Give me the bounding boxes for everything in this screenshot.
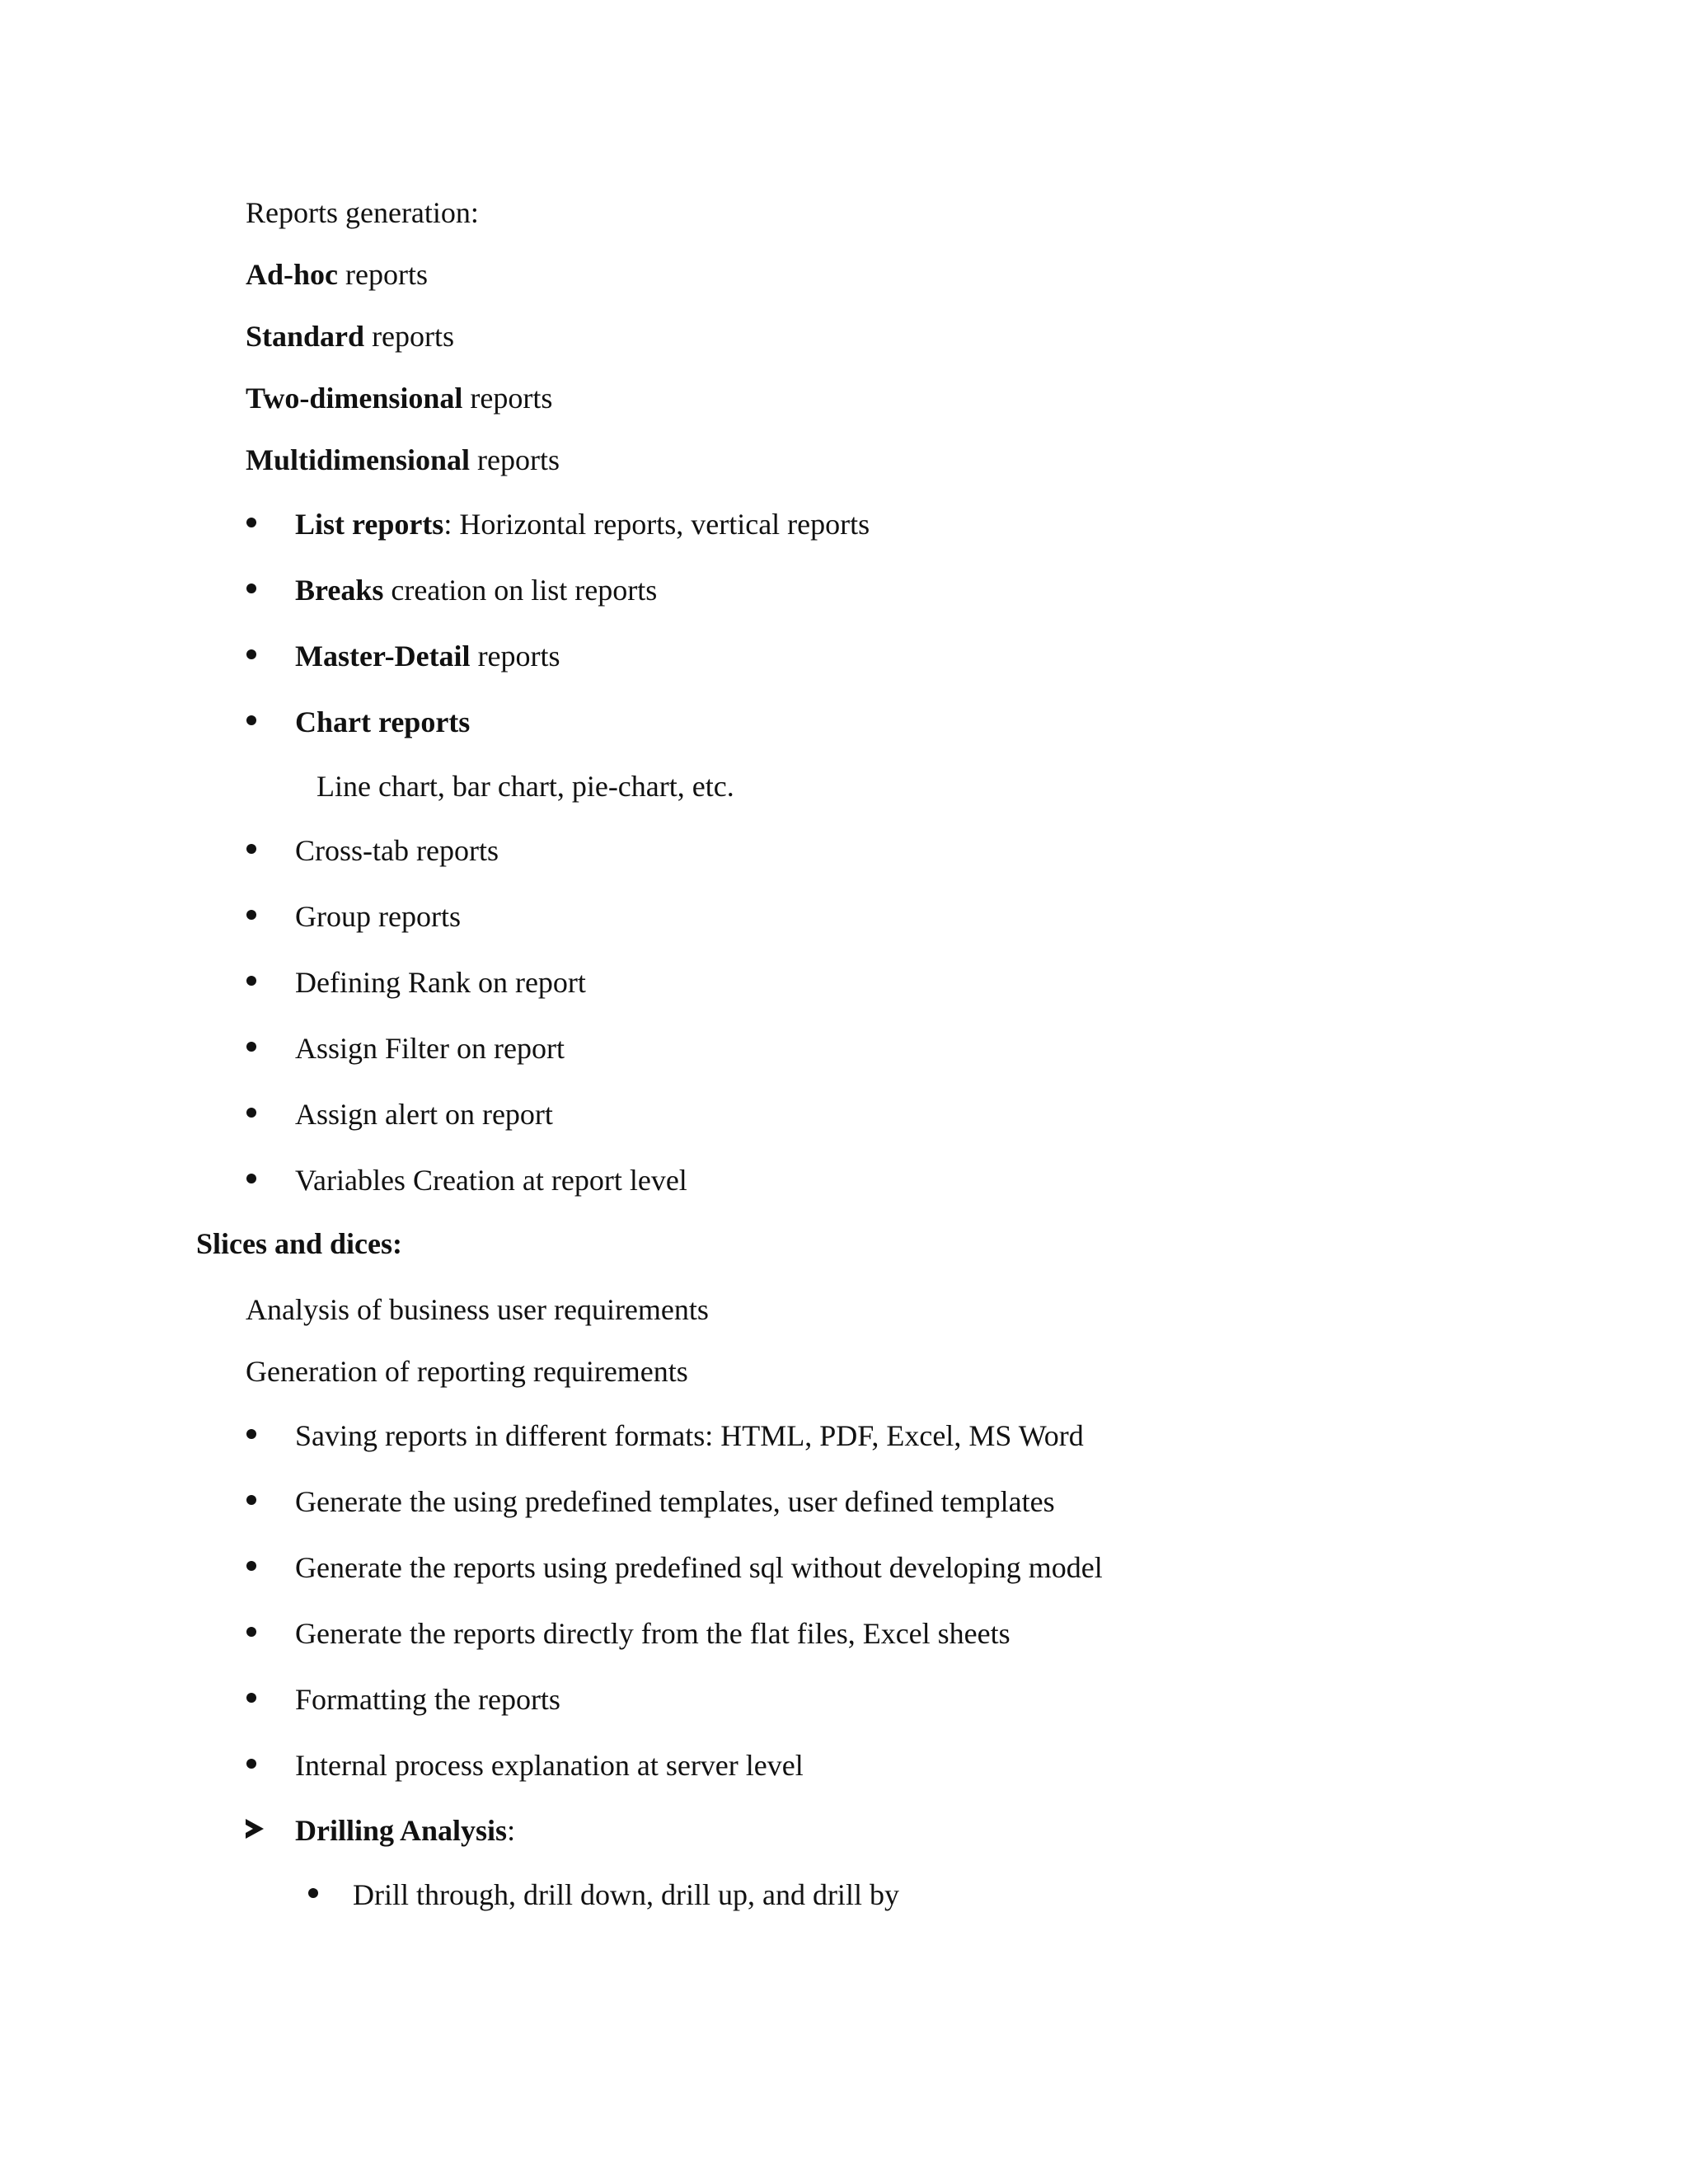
arrow-bullet-icon — [246, 1819, 264, 1839]
list-item-assign-alert: Assign alert on report — [295, 1098, 553, 1131]
report-type-standard — [246, 321, 454, 351]
list-item-rest: reports — [470, 640, 560, 673]
report-type-rest: reports — [470, 443, 560, 476]
bullet-icon — [246, 1693, 256, 1703]
report-type-two-dimensional — [246, 383, 552, 413]
reports-generation-heading: Reports generation: — [246, 196, 479, 229]
report-type-rest: reports — [364, 320, 455, 353]
report-type-rest: reports — [338, 258, 428, 291]
drilling-analysis-bold: Drilling Analysis — [295, 1814, 508, 1847]
report-type-bold: Ad-hoc — [246, 258, 339, 291]
bullet-icon — [246, 649, 256, 659]
list-item-group-reports: Group reports — [295, 900, 461, 933]
analysis-line: Analysis of business user requirements — [246, 1293, 709, 1326]
list-item-bold: Master-Detail — [295, 640, 471, 673]
list-item-flat-files: Generate the reports directly from the flat files, Excel sheets — [295, 1617, 1010, 1650]
bullet-icon — [246, 583, 256, 593]
bullet-icon — [246, 1042, 256, 1052]
bullet-icon — [246, 1429, 256, 1439]
bullet-icon — [308, 1888, 318, 1898]
generation-line: Generation of reporting requirements — [246, 1355, 688, 1388]
list-item-saving-formats: Saving reports in different formats: HTML, PDF, Excel, MS Word — [295, 1419, 1084, 1452]
report-type-adhoc — [246, 260, 428, 289]
list-item-bold: Chart reports — [295, 705, 471, 738]
list-item-chart-reports — [295, 707, 470, 737]
list-item-defining-rank: Defining Rank on report — [295, 966, 586, 999]
list-item-templates: Generate the using predefined templates, user defined templates — [295, 1485, 1055, 1518]
bullet-icon — [246, 844, 256, 854]
bullet-icon — [246, 976, 256, 986]
list-item-predefined-sql: Generate the reports using predefined sql without developing model — [295, 1551, 1103, 1584]
list-item-rest: : Horizontal reports, vertical reports — [443, 508, 870, 541]
list-item-list-reports — [295, 509, 870, 539]
list-item-rest: creation on list reports — [383, 574, 658, 607]
list-item-breaks — [295, 575, 657, 605]
report-type-multidimensional — [246, 445, 560, 475]
list-item-internal-process: Internal process explanation at server level — [295, 1749, 804, 1782]
list-item-cross-tab: Cross-tab reports — [295, 834, 499, 867]
bullet-icon — [246, 1627, 256, 1637]
list-item-drill-types: Drill through, drill down, drill up, and drill by — [353, 1878, 899, 1911]
list-item-bold: List reports — [295, 508, 444, 541]
bullet-icon — [246, 1108, 256, 1118]
list-item-assign-filter: Assign Filter on report — [295, 1032, 565, 1065]
list-item-variables-creation: Variables Creation at report level — [295, 1164, 687, 1197]
report-type-bold: Two-dimensional — [246, 382, 463, 415]
report-type-rest: reports — [462, 382, 553, 415]
list-item-master-detail — [295, 641, 560, 671]
drilling-analysis-item — [295, 1816, 515, 1845]
chart-types-note: Line chart, bar chart, pie-chart, etc. — [316, 770, 734, 803]
drilling-analysis-rest: : — [507, 1814, 516, 1847]
bullet-icon — [246, 1174, 256, 1183]
bullet-icon — [246, 518, 256, 527]
report-type-bold: Standard — [246, 320, 365, 353]
bullet-icon — [246, 1561, 256, 1571]
slices-and-dices-heading: Slices and dices: — [196, 1227, 403, 1260]
bullet-icon — [246, 1759, 256, 1769]
report-type-bold: Multidimensional — [246, 443, 471, 476]
bullet-icon — [246, 715, 256, 725]
bullet-icon — [246, 910, 256, 920]
bullet-icon — [246, 1495, 256, 1505]
list-item-bold: Breaks — [295, 574, 384, 607]
list-item-formatting: Formatting the reports — [295, 1683, 560, 1716]
